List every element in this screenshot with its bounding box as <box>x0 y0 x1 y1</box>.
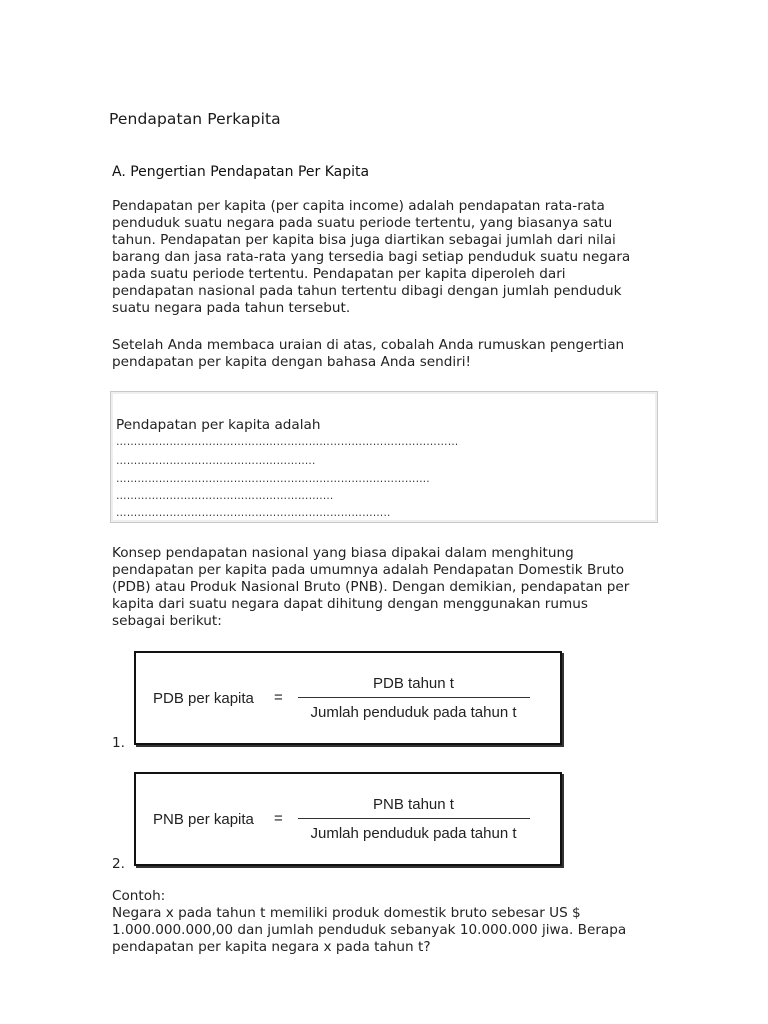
text-line: Konsep pendapatan nasional yang biasa dipakai dalam menghitung <box>112 545 574 561</box>
text-line: kapita dari suatu negara dapat dihitung dengan menggunakan rumus <box>112 596 588 612</box>
dotted-answer-line: …………………………………………………………………………………… <box>116 436 459 448</box>
formula-numerator: PDB tahun t <box>373 675 454 692</box>
text-line: penduduk suatu negara pada suatu periode tertentu, yang biasanya satu <box>112 215 613 231</box>
text-line: barang dan jasa rata-rata yang tersedia bagi setiap penduduk suatu negara <box>112 249 631 265</box>
formula-pdb-per-capita <box>134 651 562 745</box>
paragraph-definition <box>112 198 672 317</box>
answer-box <box>110 391 658 523</box>
formula-denominator: Jumlah penduduk pada tahun t <box>310 704 517 721</box>
formula-equals: = <box>274 689 283 706</box>
formula-pnb-per-capita <box>134 772 562 866</box>
formula-number: 2. <box>112 856 125 872</box>
text-line: sebagai berikut: <box>112 613 222 629</box>
formula-number: 1. <box>112 735 125 751</box>
dotted-answer-line: …………………………………………........ <box>116 455 316 467</box>
page-title: Pendapatan Perkapita <box>109 110 281 128</box>
text-line: Setelah Anda membaca uraian di atas, cobalah Anda rumuskan pengertian <box>112 337 625 353</box>
dotted-answer-line: ………………………………………………………………….. <box>116 507 391 519</box>
formula-lhs: PNB per kapita <box>153 811 254 828</box>
formula-equals: = <box>274 810 283 827</box>
paragraph-instruction <box>112 337 672 371</box>
section-heading: A. Pengertian Pendapatan Per Kapita <box>112 164 370 180</box>
fraction-line <box>298 697 530 698</box>
text-line: suatu negara pada tahun tersebut. <box>112 300 351 316</box>
paragraph-concept <box>112 545 672 630</box>
text-line: Pendapatan per kapita (per capita income) adalah pendapatan rata-rata <box>112 198 605 214</box>
text-line: tahun. Pendapatan per kapita bisa juga diartikan sebagai jumlah dari nilai <box>112 232 616 248</box>
text-line: pendapatan per kapita dengan bahasa Anda sendiri! <box>112 354 471 370</box>
text-line: pendapatan per kapita pada umumnya adalah Pendapatan Domestik Bruto <box>112 562 625 578</box>
dotted-answer-line: ………………………………………………….... <box>116 490 334 502</box>
formula-numerator: PNB tahun t <box>373 796 454 813</box>
formula-lhs: PDB per kapita <box>153 690 254 707</box>
text-line: pada suatu periode tertentu. Pendapatan per kapita diperoleh dari <box>112 266 566 282</box>
formula-denominator: Jumlah penduduk pada tahun t <box>310 825 517 842</box>
text-line: pendapatan nasional pada tahun tertentu dibagi dengan jumlah penduduk <box>112 283 622 299</box>
paragraph-example <box>112 888 672 956</box>
text-line: Contoh: <box>112 888 166 904</box>
text-line: pendapatan per kapita negara x pada tahun t? <box>112 939 431 955</box>
text-line: Negara x pada tahun t memiliki produk domestik bruto sebesar US $ <box>112 905 581 921</box>
answer-lead: Pendapatan per kapita adalah <box>116 417 321 433</box>
fraction-line <box>298 818 530 819</box>
dotted-answer-line: ……………………………………………………………………………. <box>116 473 430 485</box>
text-line: (PDB) atau Produk Nasional Bruto (PNB). Dengan demikian, pendapatan per <box>112 579 630 595</box>
text-line: 1.000.000.000,00 dan jumlah penduduk sebanyak 10.000.000 jiwa. Berapa <box>112 922 627 938</box>
